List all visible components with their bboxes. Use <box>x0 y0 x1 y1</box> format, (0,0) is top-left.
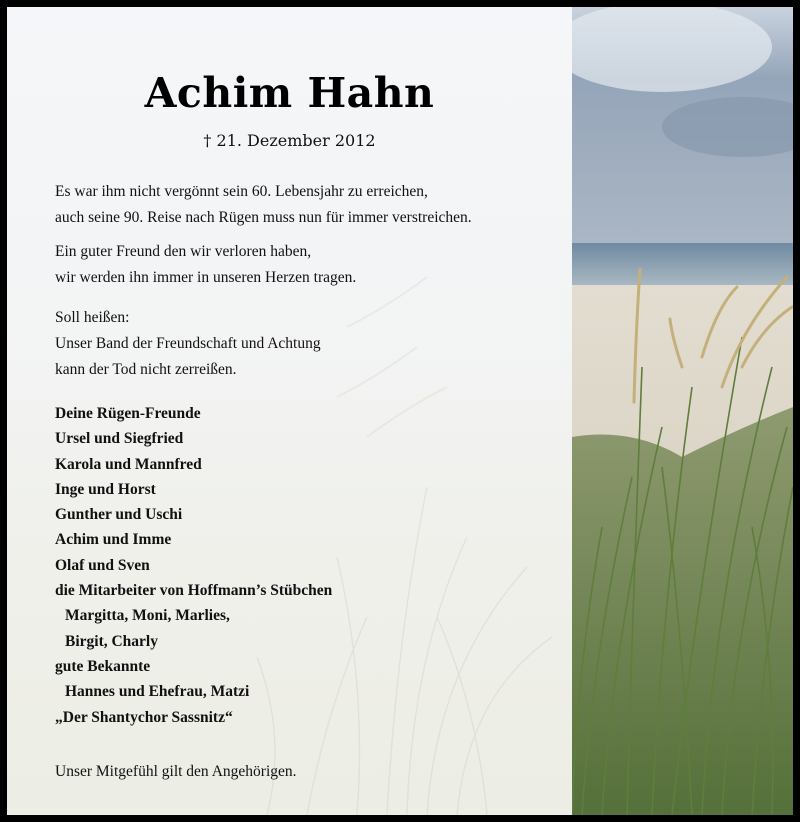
verse-3 <box>55 305 565 383</box>
verse-line: Es war ihm nicht vergönnt sein 60. Lebensjahr zu erreichen, <box>55 183 428 200</box>
deceased-name: Achim Hahn <box>144 69 435 117</box>
mourner: Achim und Imme <box>55 531 172 549</box>
mourner: Deine Rügen-Freunde <box>55 405 201 422</box>
mourner: Inge und Horst <box>55 480 156 498</box>
mourner: gute Bekannte <box>55 657 151 675</box>
mourner: Olaf und Sven <box>55 556 150 574</box>
verse-2 <box>55 239 565 291</box>
mourner: Birgit, Charly <box>65 632 158 650</box>
verse-line: Soll heißen: <box>55 309 130 326</box>
verse-line: Unser Band der Freundschaft und Achtung <box>55 335 321 352</box>
mourner: die Mitarbeiter von Hoffmann’s Stübchen <box>55 582 333 600</box>
sea <box>572 243 793 285</box>
verse-1 <box>55 179 565 231</box>
mourner: Ursel und Siegfried <box>55 430 184 448</box>
verse-line: Ein guter Freund den wir verloren haben, <box>55 243 312 260</box>
mourner: Gunther und Uschi <box>55 506 183 524</box>
mourner: Karola und Mannfred <box>55 455 202 473</box>
closing-line: Unser Mitgefühl gilt den Angehörigen. <box>55 763 297 780</box>
mourners-list <box>55 401 565 730</box>
death-date: † 21. Dezember 2012 <box>203 131 376 150</box>
mourner: „Der Shantychor Sassnitz“ <box>55 708 233 726</box>
mourner: Margitta, Moni, Marlies, <box>65 607 230 625</box>
mourner: Hannes und Ehefrau, Matzi <box>65 683 250 701</box>
verse-line: auch seine 90. Reise nach Rügen muss nun für immer verstreichen. <box>55 209 472 226</box>
verse-line: kann der Tod nicht zerreißen. <box>55 361 237 378</box>
verse-line: wir werden ihn immer in unseren Herzen tragen. <box>55 269 357 286</box>
photo-right-strip <box>572 7 793 815</box>
